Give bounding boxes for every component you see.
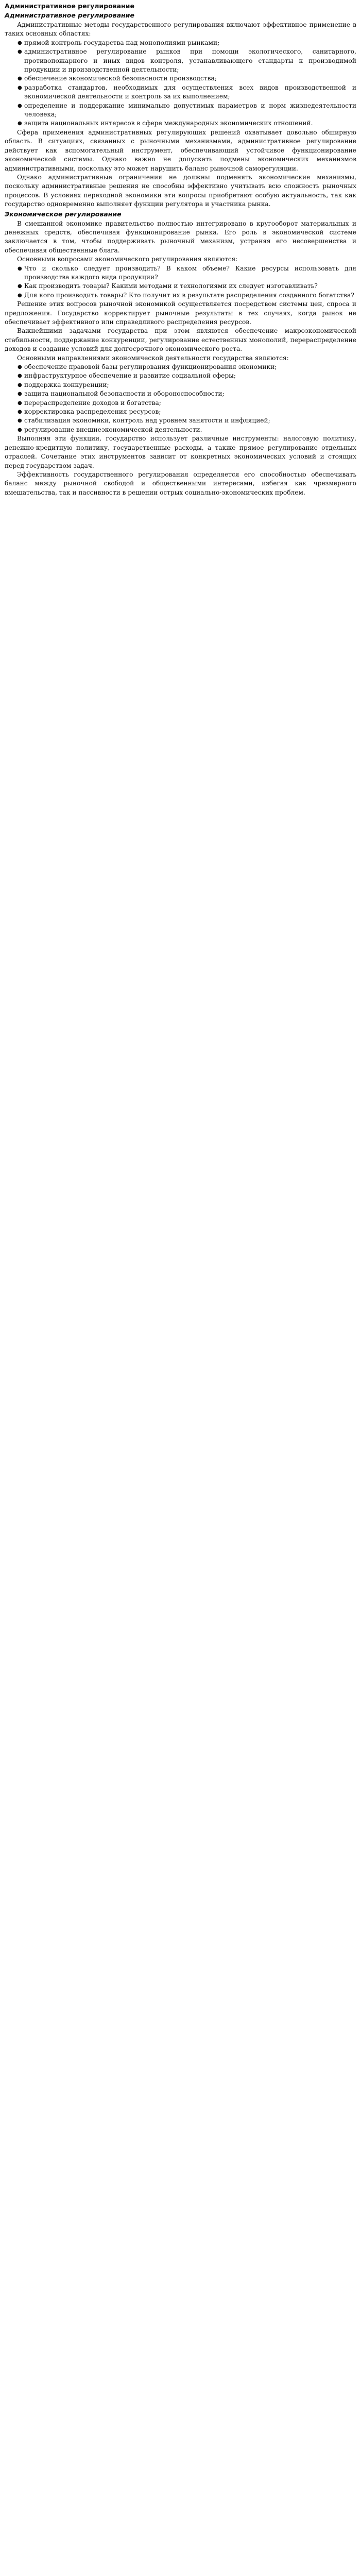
list-item-text: обеспечение экономической безопасности производства; bbox=[24, 75, 217, 82]
paragraph: Основными направлениями экономической деятельности государства являются: bbox=[17, 354, 289, 362]
paragraph: Сфера применения административных регулирующих решений охватывает довольно обширную область. В ситуациях, связанных с рыночными механизмами, административное регулирование действует как вспомогательный инструмент, обеспечивающий устойчивое функционирование экономической системы. Однако важно не допускать подмены экономических механизмов административными, поскольку это может нарушить баланс рыночной саморегуляции. bbox=[5, 128, 356, 172]
document-body bbox=[5, 11, 356, 497]
bullet-icon: ● bbox=[18, 391, 22, 397]
bullet-icon: ● bbox=[18, 292, 22, 298]
paragraph: В смешанной экономике правительство полностью интегрировано в кругооборот материальных и денежных средств, обеспечивая функционирование рынка. Его роль в экономической системе заключается в том, чтобы поддерживать рыночный механизм, устраняя его несовершенства и обеспечивая общественные блага. bbox=[5, 219, 356, 254]
bullet-icon: ● bbox=[18, 84, 22, 91]
bullet-icon: ● bbox=[18, 409, 22, 415]
bullet-icon: ● bbox=[18, 103, 22, 109]
bullet-list bbox=[5, 264, 356, 300]
bullet-list bbox=[5, 363, 356, 434]
list-item-text: стабилизация экономики, контроль над уровнем занятости и инфляцией; bbox=[24, 417, 270, 425]
paragraph: Основными вопросами экономического регулирования являются: bbox=[17, 256, 238, 263]
document bbox=[0, 0, 361, 503]
section-heading: Экономическое регулирование bbox=[5, 210, 122, 218]
section bbox=[5, 11, 356, 209]
list-item-text: защита национальной безопасности и обороноспособности; bbox=[24, 390, 225, 398]
list-item-text: обеспечение правовой базы регулирования функционирования экономики; bbox=[24, 363, 277, 371]
list-item-text: поддержка конкуренции; bbox=[24, 381, 109, 388]
paragraph: Однако административные ограничения не должны подменять экономические механизмы, поскольку административные решения не способны эффективно учитывать всю сложность рыночных процессов. В условиях переходной экономики эти вопросы приобретают особую актуальность, так как государство одновременно выполняет функции регулятора и участника рынка. bbox=[5, 173, 356, 208]
list-item bbox=[18, 74, 356, 83]
bullet-icon: ● bbox=[18, 40, 22, 46]
list-item-text: разработка стандартов, необходимых для осуществления всех видов производственной и экономической деятельности и контроль за их выполнением; bbox=[24, 83, 356, 100]
list-item-text: Для кого производить товары? Кто получит их в результате распределения созданного богатства? bbox=[24, 291, 354, 299]
paragraph: Эффективность государственного регулирования определяется его способностью обеспечивать баланс между рыночной свободой и общественными интересами, избегая как чрезмерного вмешательства, так и пассивности в решении острых социально-экономических проблем. bbox=[5, 470, 356, 496]
list-item bbox=[18, 371, 356, 380]
list-item bbox=[18, 264, 356, 282]
list-item bbox=[18, 399, 356, 408]
list-item-text: корректировка распределения ресурсов; bbox=[24, 408, 161, 416]
bullet-icon: ● bbox=[18, 418, 22, 424]
list-item bbox=[18, 426, 356, 434]
list-item-text: Как производить товары? Какими методами и технологиями их следует изготавливать? bbox=[24, 282, 318, 290]
list-item bbox=[18, 47, 356, 74]
bullet-icon: ● bbox=[18, 427, 22, 433]
list-item bbox=[18, 416, 356, 425]
list-item-text: Что и сколько следует производить? В каком объеме? Какие ресурсы использовать для производства каждого вида продукции? bbox=[24, 264, 356, 281]
list-item-text: прямой контроль государства над монополиями рынками; bbox=[24, 39, 220, 46]
list-item bbox=[18, 101, 356, 120]
paragraph: Решение этих вопросов рыночной экономикой осуществляется посредством системы цен, спроса и предложения. Государство корректирует рыночные результаты в тех случаях, когда рынок не обеспечивает эффективного или справедливого распределения ресурсов. bbox=[5, 300, 356, 326]
list-item bbox=[18, 119, 356, 128]
list-item bbox=[18, 39, 356, 47]
list-item bbox=[18, 282, 356, 291]
bullet-icon: ● bbox=[18, 400, 22, 406]
bullet-icon: ● bbox=[18, 265, 22, 272]
list-item bbox=[18, 363, 356, 371]
bullet-icon: ● bbox=[18, 382, 22, 388]
bullet-icon: ● bbox=[18, 121, 22, 127]
section-heading: Административное регулирование bbox=[5, 11, 134, 19]
list-item bbox=[18, 389, 356, 398]
paragraph: Важнейшими задачами государства при этом являются обеспечение макроэкономической стабильности, поддержание конкуренции, регулирование естественных монополий, перераспределение доходов и создание условий для долгосрочного экономического роста. bbox=[5, 327, 356, 353]
document-title: Административное регулирование bbox=[5, 2, 134, 10]
bullet-icon: ● bbox=[18, 283, 22, 290]
list-item-text: регулирование внешнеэкономической деятельности. bbox=[24, 426, 202, 433]
list-item-text: определение и поддержание минимально допустимых параметров и норм жизнедеятельности человека; bbox=[24, 101, 356, 118]
list-item-text: перераспределение доходов и богатства; bbox=[24, 399, 161, 406]
list-item bbox=[18, 381, 356, 389]
list-item-text: инфраструктурное обеспечение и развитие социальной сферы; bbox=[24, 372, 236, 380]
bullet-icon: ● bbox=[18, 373, 22, 379]
list-item-text: защита национальных интересов в сфере международных экономических отношений. bbox=[24, 120, 313, 127]
section bbox=[5, 210, 356, 498]
bullet-list bbox=[5, 39, 356, 128]
list-item-text: административное регулирование рынков при помощи экологического, санитарного, противопожарного и иных видов контроля, устанавливающего стандарты к производимой продукции и производственной деятельности; bbox=[24, 48, 356, 74]
paragraph: Выполняя эти функции, государство использует различные инструменты: налоговую политику, денежно-кредитную политику, государственные расходы, а также прямое регулирование отдельных отраслей. Сочетание этих инструментов зависит от конкретных экономических условий и стоящих перед государством задач. bbox=[5, 435, 356, 469]
paragraph: Административные методы государственного регулирования включают эффективное применение в таких основных областях: bbox=[5, 21, 356, 38]
bullet-icon: ● bbox=[18, 364, 22, 370]
list-item bbox=[18, 83, 356, 101]
list-item bbox=[18, 408, 356, 416]
bullet-icon: ● bbox=[18, 49, 22, 55]
bullet-icon: ● bbox=[18, 76, 22, 82]
list-item bbox=[18, 291, 356, 300]
